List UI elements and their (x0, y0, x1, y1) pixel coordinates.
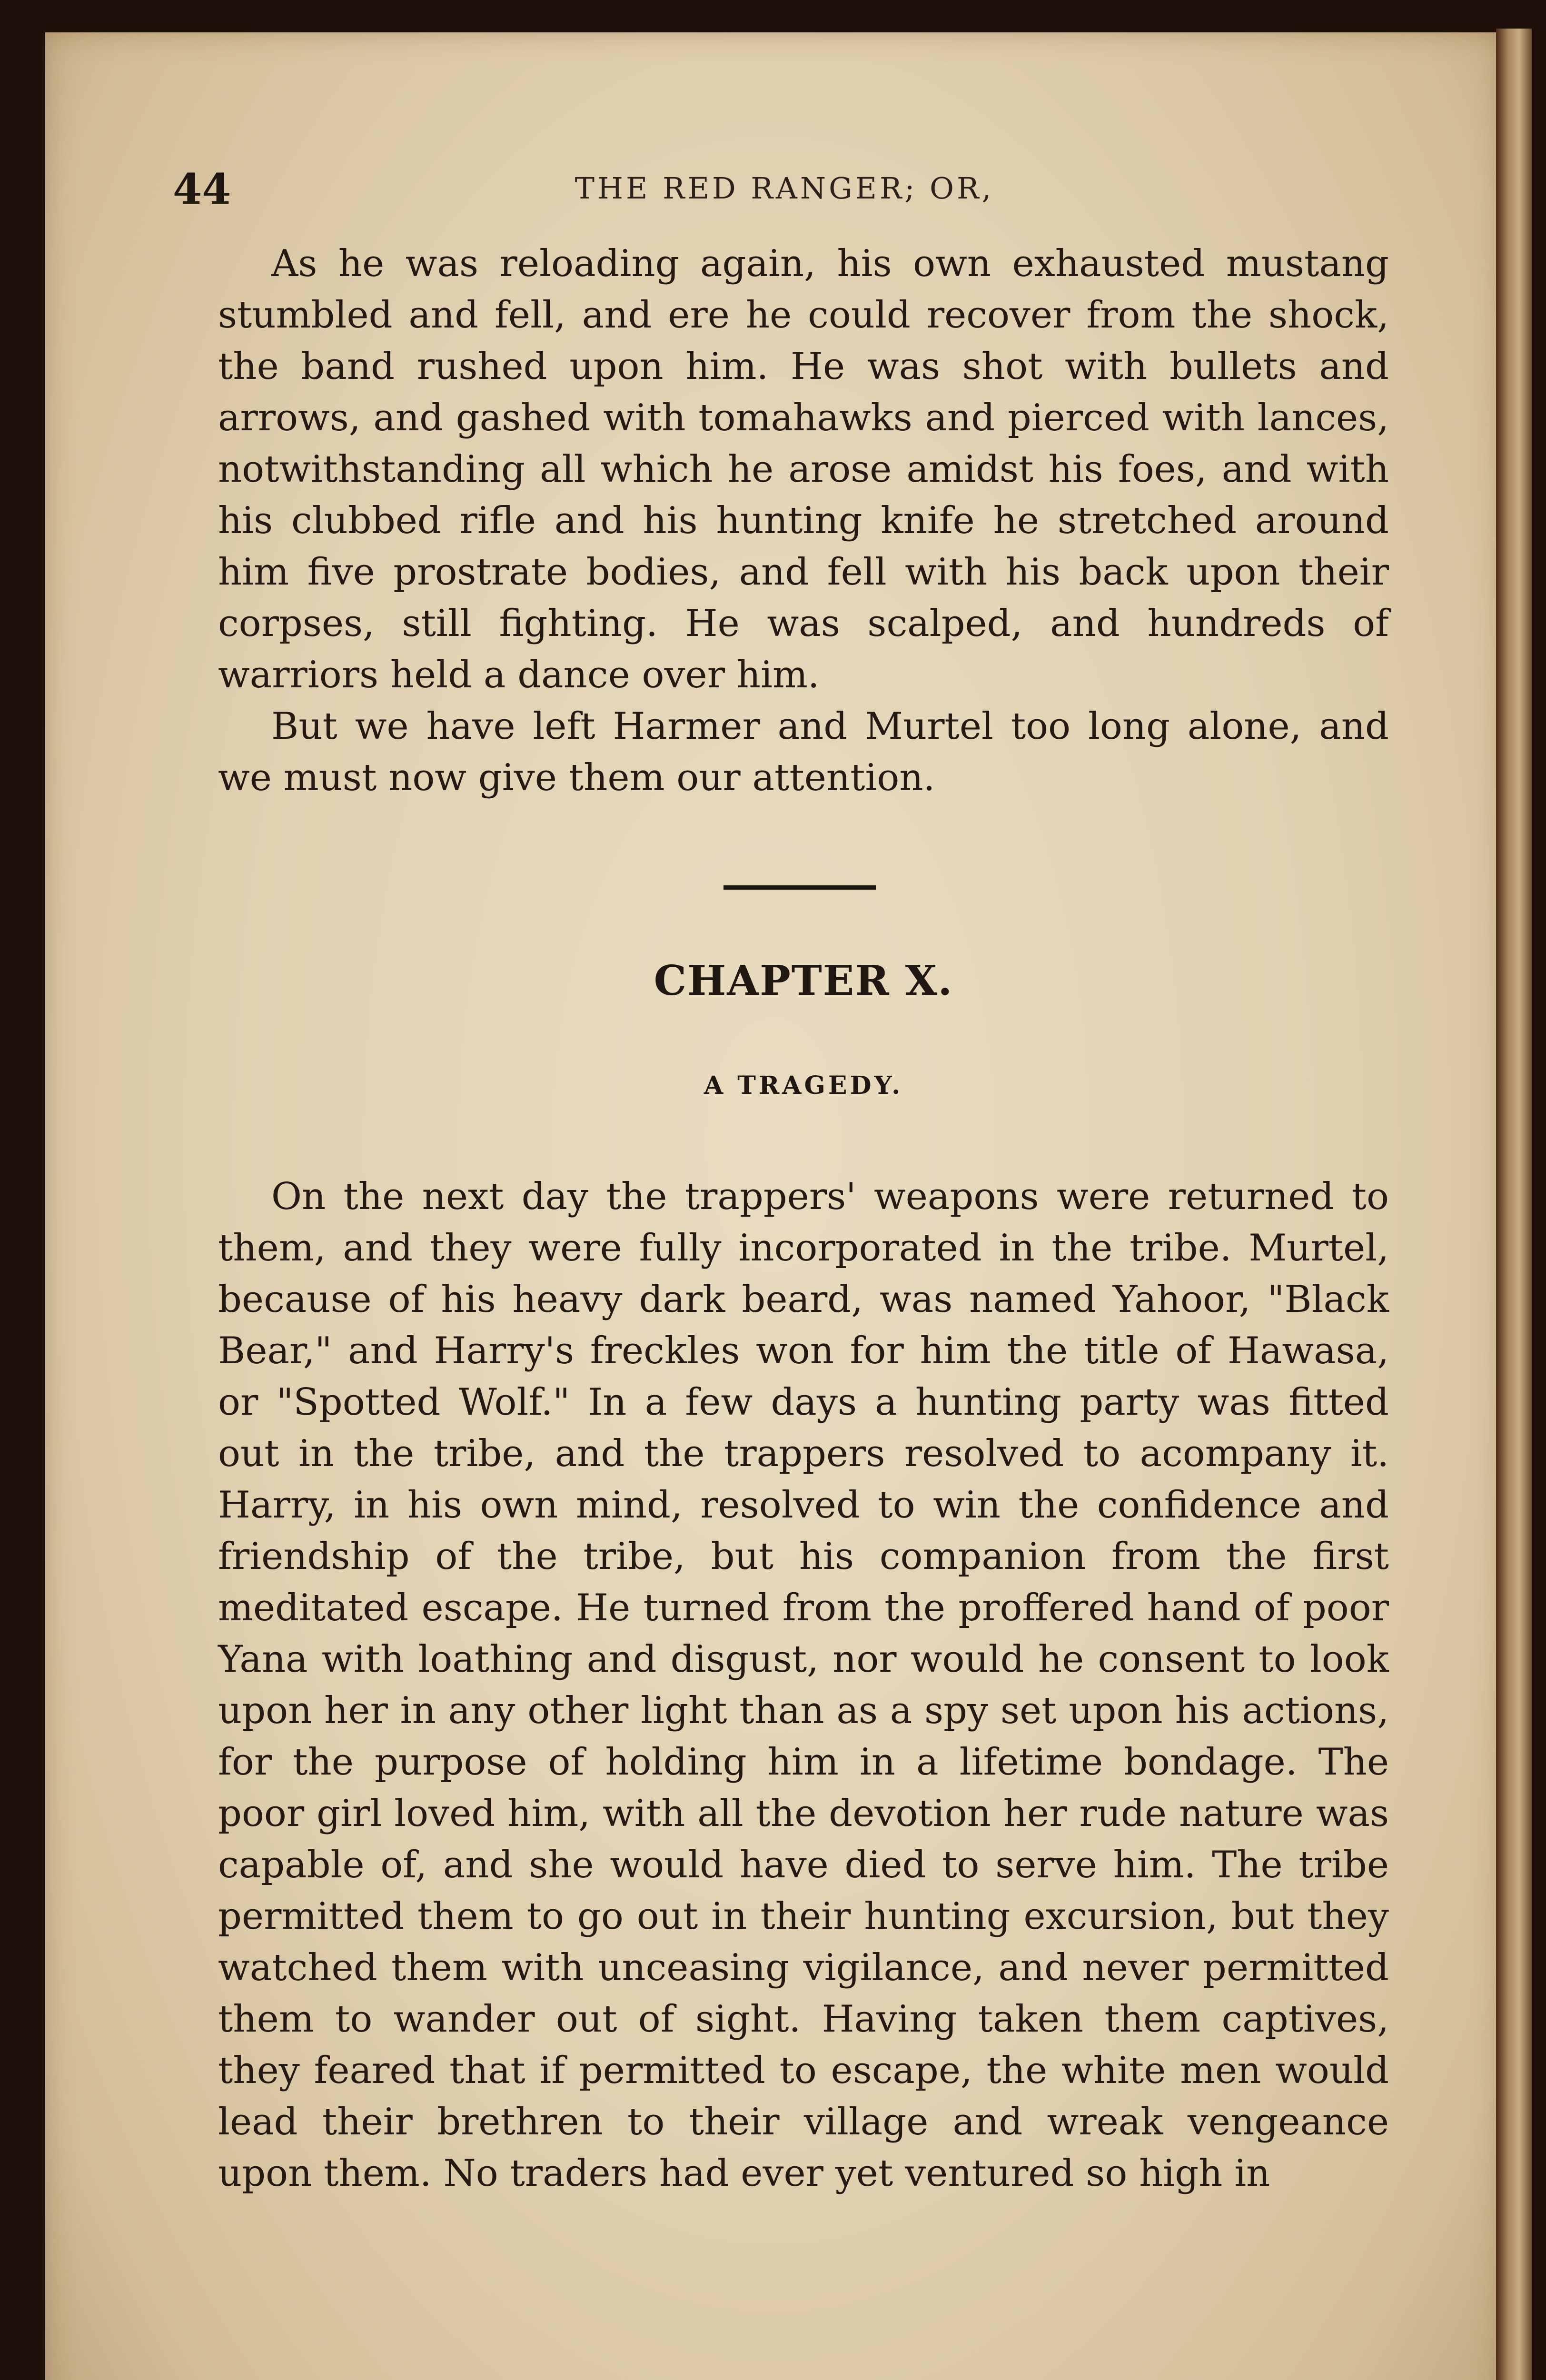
section-rule (723, 885, 876, 890)
paragraph-mustang: As he was reloading again, his own exhausted mustang stumbled and fell, and ere he could recover from the shock, the band rushed upon him. He was shot with bullets and arrows, and gashed with tomahawks and pierced with lances, notwithstanding all which he arose amidst his foes, and with his clubbed rifle and his hunting knife he stretched around him five prostrate bodies, and fell with his back upon their corpses, still fighting. He was scalped, and hundreds of warriors held a dance over him. (218, 242, 1389, 696)
chapter-body-text: On the next day the trappers' weapons were returned to them, and they were fully incorporated in the tribe. Murtel, because of his heavy dark beard, was named Yahoor, "Black Bear," and Harry's freckles won for him the title of Hawasa, or "Spotted Wolf." In a few days a hunting party was fitted out in the tribe, and the trappers resolved to acompany it. Harry, in his own mind, resolved to win the confidence and friendship of the tribe, but his companion from the first meditated escape. He turned from the proffered hand of poor Yana with loathing and disgust, nor would he consent to look upon her in any other light than as a spy set upon his actions, for the purpose of holding him in a lifetime bondage. The poor girl loved him, with all the devotion her rude nature was capable of, and she would have died to serve him. The tribe permitted them to go out in their hunting excursion, but they watched them with unceasing vigilance, and never permitted them to wander out of sight. Having taken them captives, they feared that if permitted to escape, the white men would lead their brethren to their village and wreak vengeance upon them. No traders had ever yet ventured so high in (218, 1175, 1389, 2195)
paragraph-transition: But we have left Harmer and Murtel too long alone, and we must now give them our attention. (218, 705, 1389, 799)
book-spine (1496, 29, 1532, 2380)
chapter-subtitle: A TRAGEDY. (704, 1071, 903, 1100)
page-header (173, 164, 1396, 217)
running-head: THE RED RANGER; OR, (575, 171, 994, 206)
page-number: 44 (173, 164, 231, 214)
chapter-title: CHAPTER X. (654, 957, 953, 1005)
